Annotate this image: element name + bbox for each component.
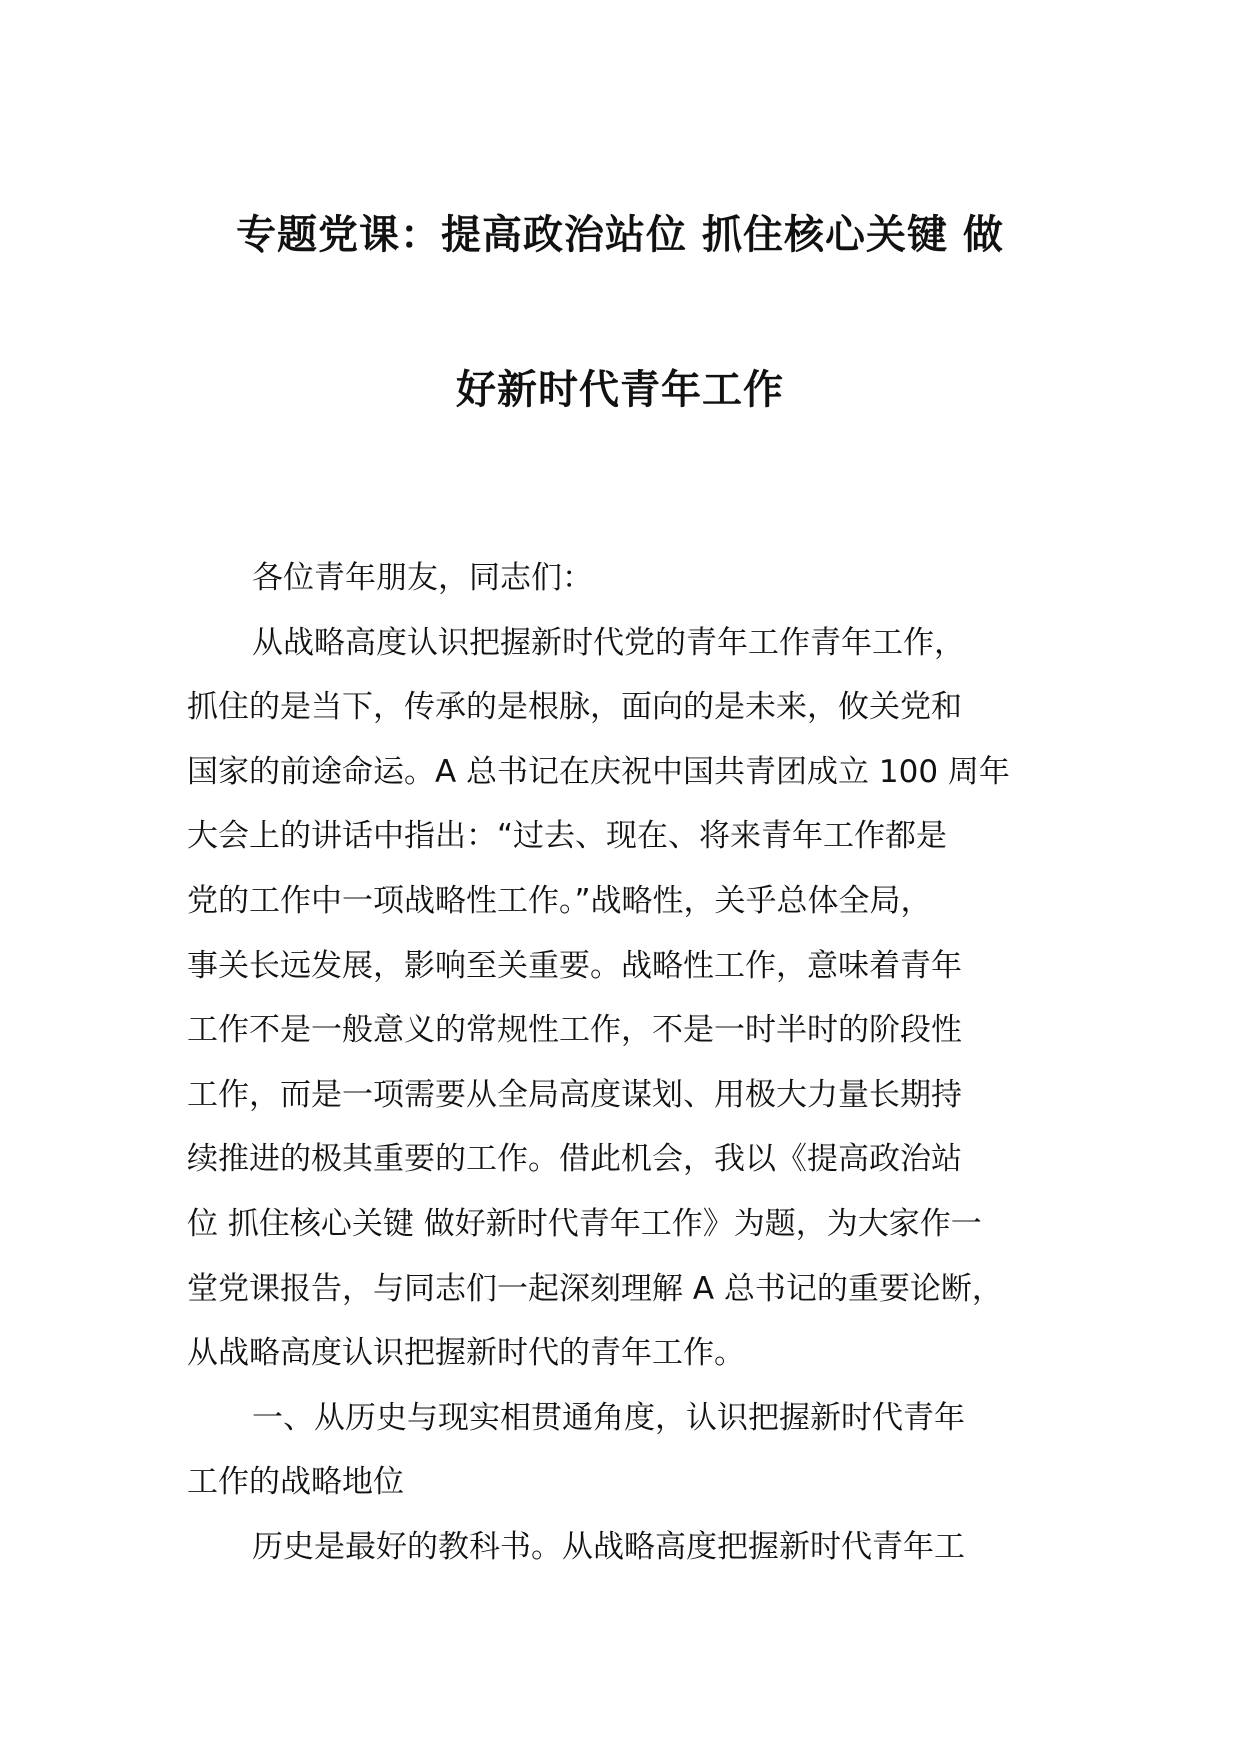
paragraph-line: 抓住的是当下，传承的是根脉，面向的是未来，攸关党和 — [187, 689, 962, 726]
paragraph-line: 大会上的讲话中指出：“过去、现在、将来青年工作都是 — [187, 818, 948, 855]
salutation: 各位青年朋友，同志们： — [252, 560, 593, 596]
document-body — [187, 546, 1087, 1580]
paragraph-line: 国家的前途命运。A 总书记在庆祝中国共青团成立 100 周年 — [187, 753, 1010, 790]
document-title-line-2: 好新时代青年工作 — [456, 367, 784, 413]
section-heading-line: 一、从历史与现实相贯通角度，认识把握新时代青年 — [252, 1399, 965, 1436]
paragraph-line: 工作不是一般意义的常规性工作，不是一时半时的阶段性 — [187, 1012, 962, 1049]
paragraph-line: 工作，而是一项需要从全局高度谋划、用极大力量长期持 — [187, 1076, 962, 1113]
paragraph-line: 从战略高度认识把握新时代党的青年工作青年工作， — [252, 624, 965, 661]
paragraph-line: 历史是最好的教科书。从战略高度把握新时代青年工 — [252, 1528, 965, 1565]
paragraph-line: 续推进的极其重要的工作。借此机会，我以《提高政治站 — [187, 1141, 962, 1178]
paragraph-line: 堂党课报告，与同志们一起深刻理解 A 总书记的重要论断， — [187, 1270, 1003, 1307]
paragraph-line: 从战略高度认识把握新时代的青年工作。 — [187, 1335, 745, 1372]
document-title-line-1: 专题党课：提高政治站位 抓住核心关键 做 — [236, 212, 1004, 258]
section-heading-line: 工作的战略地位 — [187, 1464, 404, 1501]
paragraph-line: 事关长远发展，影响至关重要。战略性工作，意味着青年 — [187, 947, 962, 984]
paragraph-line: 位 抓住核心关键 做好新时代青年工作》为题，为大家作一 — [187, 1205, 982, 1242]
paragraph-line: 党的工作中一项战略性工作。”战略性，关乎总体全局， — [187, 882, 932, 919]
